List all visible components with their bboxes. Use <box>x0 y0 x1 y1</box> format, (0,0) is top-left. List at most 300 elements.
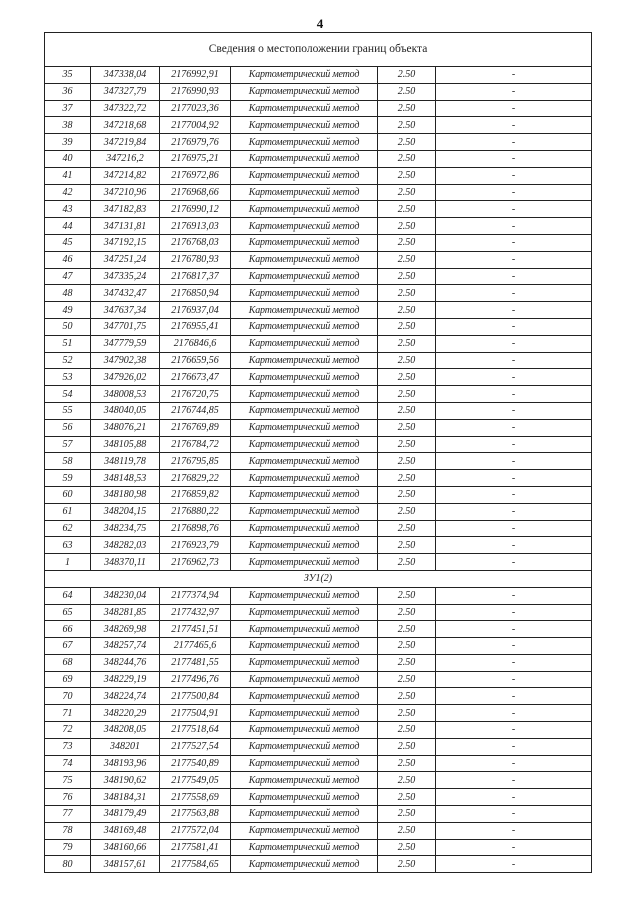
table-row <box>45 318 592 335</box>
accuracy-cell: 2.50 <box>378 218 436 235</box>
y-coordinate-cell: 2176962,73 <box>160 554 231 571</box>
y-coordinate-cell: 2176975,21 <box>160 150 231 167</box>
accuracy-cell: 2.50 <box>378 184 436 201</box>
accuracy-cell: 2.50 <box>378 755 436 772</box>
description-cell: - <box>436 822 592 839</box>
table-row <box>45 654 592 671</box>
table-row <box>45 537 592 554</box>
x-coordinate-cell: 348105,88 <box>91 436 160 453</box>
table-row <box>45 201 592 218</box>
point-number-cell: 66 <box>45 621 91 638</box>
method-cell: Картометрический метод <box>231 705 378 722</box>
table-row <box>45 806 592 823</box>
table-row <box>45 218 592 235</box>
x-coordinate-cell: 348180,98 <box>91 486 160 503</box>
method-cell: Картометрический метод <box>231 369 378 386</box>
accuracy-cell: 2.50 <box>378 604 436 621</box>
method-cell: Картометрический метод <box>231 100 378 117</box>
y-coordinate-cell: 2177500,84 <box>160 688 231 705</box>
method-cell: Картометрический метод <box>231 671 378 688</box>
accuracy-cell: 2.50 <box>378 117 436 134</box>
method-cell: Картометрический метод <box>231 621 378 638</box>
description-cell: - <box>436 722 592 739</box>
accuracy-cell: 2.50 <box>378 654 436 671</box>
table-row <box>45 134 592 151</box>
point-number-cell: 35 <box>45 67 91 84</box>
section-label: ЗУ1(2) <box>45 570 592 587</box>
x-coordinate-cell: 348190,62 <box>91 772 160 789</box>
table-row <box>45 268 592 285</box>
description-cell: - <box>436 201 592 218</box>
accuracy-cell: 2.50 <box>378 638 436 655</box>
y-coordinate-cell: 2176769,89 <box>160 419 231 436</box>
point-number-cell: 70 <box>45 688 91 705</box>
description-cell: - <box>436 234 592 251</box>
accuracy-cell: 2.50 <box>378 67 436 84</box>
accuracy-cell: 2.50 <box>378 486 436 503</box>
accuracy-cell: 2.50 <box>378 251 436 268</box>
description-cell: - <box>436 318 592 335</box>
method-cell: Картометрический метод <box>231 150 378 167</box>
point-number-cell: 38 <box>45 117 91 134</box>
page-number: 4 <box>316 16 324 31</box>
x-coordinate-cell: 347335,24 <box>91 268 160 285</box>
accuracy-cell: 2.50 <box>378 738 436 755</box>
accuracy-cell: 2.50 <box>378 822 436 839</box>
accuracy-cell: 2.50 <box>378 621 436 638</box>
table-row <box>45 234 592 251</box>
description-cell: - <box>436 688 592 705</box>
method-cell: Картометрический метод <box>231 117 378 134</box>
table-row <box>45 335 592 352</box>
table-title-row <box>45 33 592 67</box>
point-number-cell: 57 <box>45 436 91 453</box>
table-row <box>45 453 592 470</box>
description-cell: - <box>436 537 592 554</box>
method-cell: Картометрический метод <box>231 638 378 655</box>
description-cell: - <box>436 251 592 268</box>
method-cell: Картометрический метод <box>231 856 378 873</box>
description-cell: - <box>436 738 592 755</box>
description-cell: - <box>436 83 592 100</box>
x-coordinate-cell: 347902,38 <box>91 352 160 369</box>
description-cell: - <box>436 638 592 655</box>
table-row <box>45 184 592 201</box>
method-cell: Картометрический метод <box>231 167 378 184</box>
x-coordinate-cell: 347338,04 <box>91 67 160 84</box>
description-cell: - <box>436 352 592 369</box>
x-coordinate-cell: 348370,11 <box>91 554 160 571</box>
description-cell: - <box>436 486 592 503</box>
y-coordinate-cell: 2177481,55 <box>160 654 231 671</box>
point-number-cell: 36 <box>45 83 91 100</box>
accuracy-cell: 2.50 <box>378 369 436 386</box>
point-number-cell: 53 <box>45 369 91 386</box>
y-coordinate-cell: 2176795,85 <box>160 453 231 470</box>
table-row <box>45 705 592 722</box>
table-row <box>45 738 592 755</box>
method-cell: Картометрический метод <box>231 419 378 436</box>
method-cell: Картометрический метод <box>231 318 378 335</box>
y-coordinate-cell: 2177465,6 <box>160 638 231 655</box>
y-coordinate-cell: 2177527,54 <box>160 738 231 755</box>
x-coordinate-cell: 348208,05 <box>91 722 160 739</box>
point-number-cell: 72 <box>45 722 91 739</box>
accuracy-cell: 2.50 <box>378 587 436 604</box>
y-coordinate-cell: 2177504,91 <box>160 705 231 722</box>
description-cell: - <box>436 167 592 184</box>
x-coordinate-cell: 347926,02 <box>91 369 160 386</box>
y-coordinate-cell: 2176990,12 <box>160 201 231 218</box>
description-cell: - <box>436 520 592 537</box>
point-number-cell: 43 <box>45 201 91 218</box>
point-number-cell: 78 <box>45 822 91 839</box>
description-cell: - <box>436 705 592 722</box>
y-coordinate-cell: 2176859,82 <box>160 486 231 503</box>
description-cell: - <box>436 285 592 302</box>
y-coordinate-cell: 2177004,92 <box>160 117 231 134</box>
method-cell: Картометрический метод <box>231 772 378 789</box>
point-number-cell: 44 <box>45 218 91 235</box>
point-number-cell: 75 <box>45 772 91 789</box>
description-cell: - <box>436 369 592 386</box>
point-number-cell: 61 <box>45 503 91 520</box>
y-coordinate-cell: 2177518,64 <box>160 722 231 739</box>
x-coordinate-cell: 347210,96 <box>91 184 160 201</box>
method-cell: Картометрический метод <box>231 251 378 268</box>
y-coordinate-cell: 2176817,37 <box>160 268 231 285</box>
table-row <box>45 285 592 302</box>
point-number-cell: 45 <box>45 234 91 251</box>
description-cell: - <box>436 150 592 167</box>
point-number-cell: 65 <box>45 604 91 621</box>
description-cell: - <box>436 302 592 319</box>
table-row <box>45 302 592 319</box>
accuracy-cell: 2.50 <box>378 789 436 806</box>
method-cell: Картометрический метод <box>231 688 378 705</box>
y-coordinate-cell: 2177451,51 <box>160 621 231 638</box>
x-coordinate-cell: 348204,15 <box>91 503 160 520</box>
y-coordinate-cell: 2176744,85 <box>160 402 231 419</box>
point-number-cell: 77 <box>45 806 91 823</box>
accuracy-cell: 2.50 <box>378 201 436 218</box>
point-number-cell: 48 <box>45 285 91 302</box>
y-coordinate-cell: 2176720,75 <box>160 386 231 403</box>
point-number-cell: 74 <box>45 755 91 772</box>
x-coordinate-cell: 347192,15 <box>91 234 160 251</box>
method-cell: Картометрический метод <box>231 470 378 487</box>
method-cell: Картометрический метод <box>231 352 378 369</box>
accuracy-cell: 2.50 <box>378 167 436 184</box>
table-row <box>45 503 592 520</box>
x-coordinate-cell: 348193,96 <box>91 755 160 772</box>
x-coordinate-cell: 347327,79 <box>91 83 160 100</box>
accuracy-cell: 2.50 <box>378 503 436 520</box>
point-number-cell: 80 <box>45 856 91 873</box>
x-coordinate-cell: 347432,47 <box>91 285 160 302</box>
table-row <box>45 470 592 487</box>
table-row <box>45 638 592 655</box>
description-cell: - <box>436 184 592 201</box>
description-cell: - <box>436 503 592 520</box>
table-row <box>45 352 592 369</box>
boundary-coordinates-table <box>44 32 592 873</box>
method-cell: Картометрический метод <box>231 234 378 251</box>
table-row <box>45 402 592 419</box>
method-cell: Картометрический метод <box>231 806 378 823</box>
description-cell: - <box>436 789 592 806</box>
y-coordinate-cell: 2177374,94 <box>160 587 231 604</box>
accuracy-cell: 2.50 <box>378 722 436 739</box>
y-coordinate-cell: 2176979,76 <box>160 134 231 151</box>
section-row <box>45 570 592 587</box>
table-row <box>45 419 592 436</box>
x-coordinate-cell: 347251,24 <box>91 251 160 268</box>
x-coordinate-cell: 347779,59 <box>91 335 160 352</box>
table-row <box>45 604 592 621</box>
accuracy-cell: 2.50 <box>378 402 436 419</box>
x-coordinate-cell: 348169,48 <box>91 822 160 839</box>
accuracy-cell: 2.50 <box>378 100 436 117</box>
accuracy-cell: 2.50 <box>378 419 436 436</box>
method-cell: Картометрический метод <box>231 218 378 235</box>
point-number-cell: 69 <box>45 671 91 688</box>
description-cell: - <box>436 436 592 453</box>
accuracy-cell: 2.50 <box>378 671 436 688</box>
description-cell: - <box>436 621 592 638</box>
x-coordinate-cell: 348184,31 <box>91 789 160 806</box>
accuracy-cell: 2.50 <box>378 134 436 151</box>
table-row <box>45 117 592 134</box>
point-number-cell: 41 <box>45 167 91 184</box>
y-coordinate-cell: 2176673,47 <box>160 369 231 386</box>
y-coordinate-cell: 2177549,05 <box>160 772 231 789</box>
table-title: Сведения о местоположении границ объекта <box>45 33 592 67</box>
accuracy-cell: 2.50 <box>378 554 436 571</box>
table-row <box>45 436 592 453</box>
y-coordinate-cell: 2177558,69 <box>160 789 231 806</box>
x-coordinate-cell: 348160,66 <box>91 839 160 856</box>
description-cell: - <box>436 335 592 352</box>
accuracy-cell: 2.50 <box>378 318 436 335</box>
y-coordinate-cell: 2176780,93 <box>160 251 231 268</box>
x-coordinate-cell: 348234,75 <box>91 520 160 537</box>
point-number-cell: 39 <box>45 134 91 151</box>
point-number-cell: 42 <box>45 184 91 201</box>
table-row <box>45 755 592 772</box>
y-coordinate-cell: 2176990,93 <box>160 83 231 100</box>
description-cell: - <box>436 419 592 436</box>
accuracy-cell: 2.50 <box>378 453 436 470</box>
x-coordinate-cell: 348008,53 <box>91 386 160 403</box>
x-coordinate-cell: 347701,75 <box>91 318 160 335</box>
point-number-cell: 67 <box>45 638 91 655</box>
point-number-cell: 40 <box>45 150 91 167</box>
x-coordinate-cell: 348282,03 <box>91 537 160 554</box>
point-number-cell: 62 <box>45 520 91 537</box>
description-cell: - <box>436 856 592 873</box>
method-cell: Картометрический метод <box>231 537 378 554</box>
x-coordinate-cell: 348229,19 <box>91 671 160 688</box>
method-cell: Картометрический метод <box>231 453 378 470</box>
method-cell: Картометрический метод <box>231 486 378 503</box>
y-coordinate-cell: 2177540,89 <box>160 755 231 772</box>
x-coordinate-cell: 348257,74 <box>91 638 160 655</box>
description-cell: - <box>436 755 592 772</box>
description-cell: - <box>436 470 592 487</box>
table-row <box>45 554 592 571</box>
accuracy-cell: 2.50 <box>378 806 436 823</box>
point-number-cell: 1 <box>45 554 91 571</box>
y-coordinate-cell: 2176784,72 <box>160 436 231 453</box>
accuracy-cell: 2.50 <box>378 705 436 722</box>
method-cell: Картометрический метод <box>231 201 378 218</box>
method-cell: Картометрический метод <box>231 839 378 856</box>
method-cell: Картометрический метод <box>231 67 378 84</box>
x-coordinate-cell: 347131,81 <box>91 218 160 235</box>
point-number-cell: 58 <box>45 453 91 470</box>
y-coordinate-cell: 2176968,66 <box>160 184 231 201</box>
y-coordinate-cell: 2176898,76 <box>160 520 231 537</box>
table-row <box>45 83 592 100</box>
y-coordinate-cell: 2177581,41 <box>160 839 231 856</box>
table-row <box>45 520 592 537</box>
accuracy-cell: 2.50 <box>378 268 436 285</box>
table-row <box>45 486 592 503</box>
table-body <box>45 33 592 873</box>
method-cell: Картометрический метод <box>231 302 378 319</box>
method-cell: Картометрический метод <box>231 436 378 453</box>
table-row <box>45 671 592 688</box>
method-cell: Картометрический метод <box>231 520 378 537</box>
x-coordinate-cell: 348040,05 <box>91 402 160 419</box>
y-coordinate-cell: 2177432,97 <box>160 604 231 621</box>
x-coordinate-cell: 348281,85 <box>91 604 160 621</box>
y-coordinate-cell: 2176880,22 <box>160 503 231 520</box>
description-cell: - <box>436 671 592 688</box>
point-number-cell: 64 <box>45 587 91 604</box>
x-coordinate-cell: 348244,76 <box>91 654 160 671</box>
y-coordinate-cell: 2176659,56 <box>160 352 231 369</box>
method-cell: Картометрический метод <box>231 587 378 604</box>
accuracy-cell: 2.50 <box>378 352 436 369</box>
y-coordinate-cell: 2177563,88 <box>160 806 231 823</box>
accuracy-cell: 2.50 <box>378 436 436 453</box>
description-cell: - <box>436 839 592 856</box>
y-coordinate-cell: 2176972,86 <box>160 167 231 184</box>
accuracy-cell: 2.50 <box>378 537 436 554</box>
point-number-cell: 63 <box>45 537 91 554</box>
accuracy-cell: 2.50 <box>378 335 436 352</box>
y-coordinate-cell: 2176850,94 <box>160 285 231 302</box>
method-cell: Картометрический метод <box>231 184 378 201</box>
description-cell: - <box>436 604 592 621</box>
description-cell: - <box>436 587 592 604</box>
description-cell: - <box>436 554 592 571</box>
description-cell: - <box>436 100 592 117</box>
table-row <box>45 856 592 873</box>
table-row <box>45 369 592 386</box>
x-coordinate-cell: 347214,82 <box>91 167 160 184</box>
x-coordinate-cell: 347218,68 <box>91 117 160 134</box>
method-cell: Картометрический метод <box>231 335 378 352</box>
x-coordinate-cell: 348157,61 <box>91 856 160 873</box>
x-coordinate-cell: 348119,78 <box>91 453 160 470</box>
accuracy-cell: 2.50 <box>378 688 436 705</box>
method-cell: Картометрический метод <box>231 789 378 806</box>
x-coordinate-cell: 348224,74 <box>91 688 160 705</box>
point-number-cell: 47 <box>45 268 91 285</box>
x-coordinate-cell: 348201 <box>91 738 160 755</box>
x-coordinate-cell: 347216,2 <box>91 150 160 167</box>
table-row <box>45 621 592 638</box>
x-coordinate-cell: 348269,98 <box>91 621 160 638</box>
table-row <box>45 150 592 167</box>
table-row <box>45 67 592 84</box>
y-coordinate-cell: 2176913,03 <box>160 218 231 235</box>
table-row <box>45 772 592 789</box>
point-number-cell: 52 <box>45 352 91 369</box>
table-row <box>45 688 592 705</box>
x-coordinate-cell: 347637,34 <box>91 302 160 319</box>
accuracy-cell: 2.50 <box>378 386 436 403</box>
method-cell: Картометрический метод <box>231 604 378 621</box>
point-number-cell: 59 <box>45 470 91 487</box>
accuracy-cell: 2.50 <box>378 520 436 537</box>
point-number-cell: 79 <box>45 839 91 856</box>
accuracy-cell: 2.50 <box>378 150 436 167</box>
table-row <box>45 251 592 268</box>
y-coordinate-cell: 2176923,79 <box>160 537 231 554</box>
x-coordinate-cell: 348179,49 <box>91 806 160 823</box>
table-row <box>45 386 592 403</box>
y-coordinate-cell: 2176768,03 <box>160 234 231 251</box>
x-coordinate-cell: 348148,53 <box>91 470 160 487</box>
y-coordinate-cell: 2176829,22 <box>160 470 231 487</box>
y-coordinate-cell: 2176955,41 <box>160 318 231 335</box>
description-cell: - <box>436 402 592 419</box>
point-number-cell: 73 <box>45 738 91 755</box>
y-coordinate-cell: 2176846,6 <box>160 335 231 352</box>
method-cell: Картометрический метод <box>231 554 378 571</box>
x-coordinate-cell: 348220,29 <box>91 705 160 722</box>
table-row <box>45 839 592 856</box>
method-cell: Картометрический метод <box>231 285 378 302</box>
accuracy-cell: 2.50 <box>378 285 436 302</box>
accuracy-cell: 2.50 <box>378 234 436 251</box>
method-cell: Картометрический метод <box>231 402 378 419</box>
description-cell: - <box>436 806 592 823</box>
x-coordinate-cell: 348230,04 <box>91 587 160 604</box>
description-cell: - <box>436 117 592 134</box>
method-cell: Картометрический метод <box>231 738 378 755</box>
y-coordinate-cell: 2176937,04 <box>160 302 231 319</box>
method-cell: Картометрический метод <box>231 83 378 100</box>
description-cell: - <box>436 268 592 285</box>
method-cell: Картометрический метод <box>231 755 378 772</box>
accuracy-cell: 2.50 <box>378 839 436 856</box>
point-number-cell: 55 <box>45 402 91 419</box>
accuracy-cell: 2.50 <box>378 302 436 319</box>
method-cell: Картометрический метод <box>231 722 378 739</box>
point-number-cell: 49 <box>45 302 91 319</box>
point-number-cell: 60 <box>45 486 91 503</box>
description-cell: - <box>436 386 592 403</box>
accuracy-cell: 2.50 <box>378 772 436 789</box>
description-cell: - <box>436 218 592 235</box>
y-coordinate-cell: 2177023,36 <box>160 100 231 117</box>
point-number-cell: 46 <box>45 251 91 268</box>
